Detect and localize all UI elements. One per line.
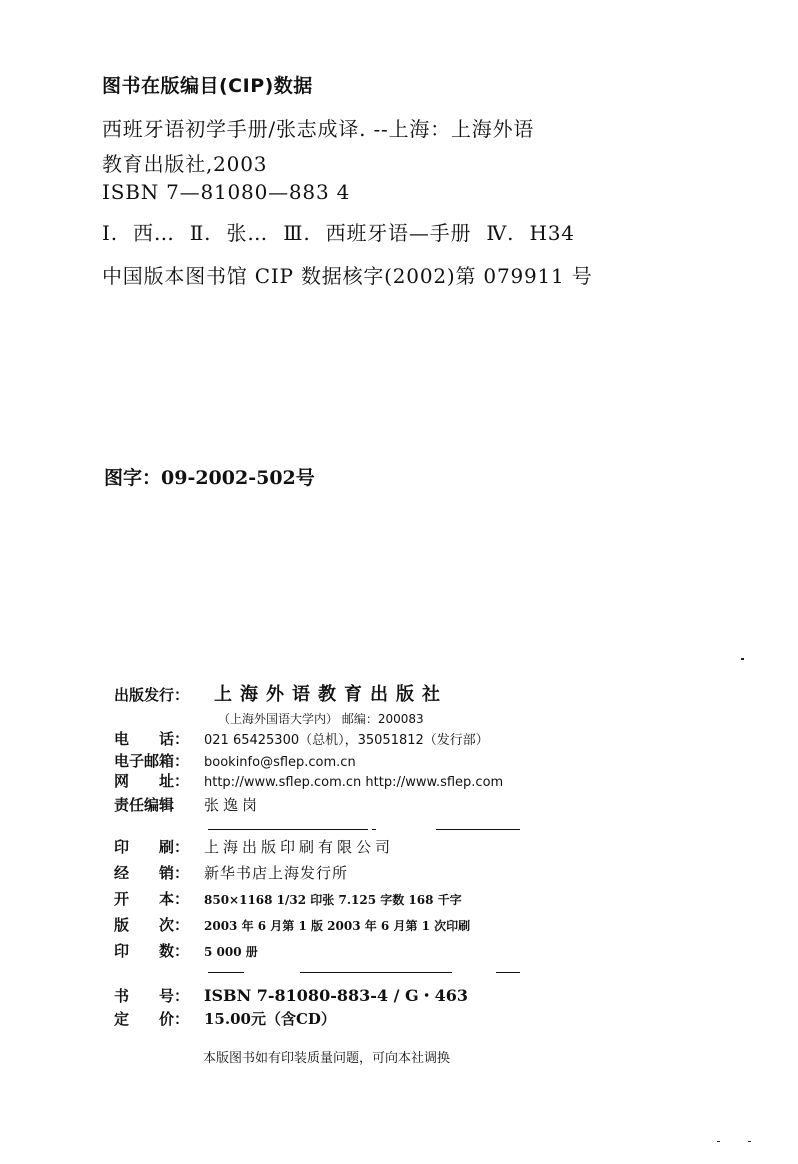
phone-value: 021 65425300（总机），35051812（发行部） — [204, 733, 489, 748]
format-label: 开 本： — [114, 890, 190, 908]
isbn-label: 书 号： — [114, 987, 190, 1005]
colophon-copies — [114, 940, 258, 961]
format-value: 850×1168 1/32 印张 7.125 字数 168 千字 — [204, 893, 462, 907]
colophon-publisher — [114, 680, 448, 706]
colophon-distributor — [114, 862, 348, 883]
scan-speck — [717, 1141, 720, 1142]
distributor-value: 新华书店上海发行所 — [204, 864, 349, 882]
isbn-value: ISBN 7-81080-883-4 / G・463 — [204, 986, 469, 1005]
colophon-phone — [114, 728, 489, 749]
price-label: 定 价： — [114, 1010, 190, 1028]
website-value: http://www.sflep.com.cn http://www.sflep.com — [204, 775, 504, 790]
divider-upper-left — [208, 829, 368, 830]
divider-lower-right — [496, 972, 520, 973]
email-value: bookinfo@sflep.com.cn — [204, 755, 356, 770]
email-label: 电子邮箱： — [114, 752, 190, 770]
colophon-email — [114, 750, 356, 771]
cip-line-title-author: 西班牙语初学手册/张志成译. --上海：上海外语 — [102, 117, 535, 141]
colophon-editor — [114, 794, 261, 815]
printer-label: 印 刷： — [114, 838, 190, 856]
colophon-format — [114, 888, 462, 909]
website-label: 网 址： — [114, 772, 190, 790]
copies-label: 印 数： — [114, 942, 190, 960]
scan-speck — [748, 1141, 751, 1142]
copies-value: 5 000 册 — [204, 945, 258, 959]
colophon-price — [114, 1008, 336, 1029]
colophon-website — [114, 770, 503, 791]
divider-upper-dash — [372, 829, 376, 830]
editor-label: 责任编辑 — [114, 796, 175, 814]
publisher-label: 出版发行： — [114, 686, 190, 704]
edition-label: 版 次： — [114, 916, 190, 934]
divider-lower-middle — [300, 972, 452, 973]
colophon-printer — [114, 836, 394, 857]
copyright-permit-number: 图字：09-2002-502号 — [104, 467, 315, 489]
cip-line-record-number: 中国版本图书馆 CIP 数据核字(2002)第 079911 号 — [102, 264, 593, 288]
price-value: 15.00元（含CD） — [204, 1010, 336, 1028]
edition-value: 2003 年 6 月第 1 版 2003 年 6 月第 1 次印刷 — [204, 919, 471, 933]
divider-lower-left — [208, 972, 244, 973]
cip-line-publisher-year: 教育出版社,2003 — [102, 152, 268, 176]
divider-upper-right — [436, 829, 520, 830]
printer-value: 上海出版印刷有限公司 — [204, 838, 395, 856]
colophon-isbn — [114, 983, 468, 1006]
cip-line-isbn: ISBN 7—81080—883 4 — [102, 180, 351, 204]
colophon-edition — [114, 914, 470, 935]
cip-line-subjects: Ⅰ. 西… Ⅱ. 张… Ⅲ. 西班牙语—手册 Ⅳ. H34 — [102, 221, 575, 245]
editor-name: 张逸岗 — [204, 796, 262, 814]
cip-title: 图书在版编目(CIP)数据 — [102, 75, 313, 97]
scan-speck — [741, 658, 744, 660]
publisher-address-postcode: （上海外国语大学内） 邮编：200083 — [218, 712, 424, 726]
publisher-name: 上海外语教育出版社 — [214, 684, 448, 705]
quality-notice: 本版图书如有印装质量问题，可向本社调换 — [203, 1051, 451, 1066]
distributor-label: 经 销： — [114, 864, 190, 882]
phone-label: 电 话： — [114, 730, 190, 748]
